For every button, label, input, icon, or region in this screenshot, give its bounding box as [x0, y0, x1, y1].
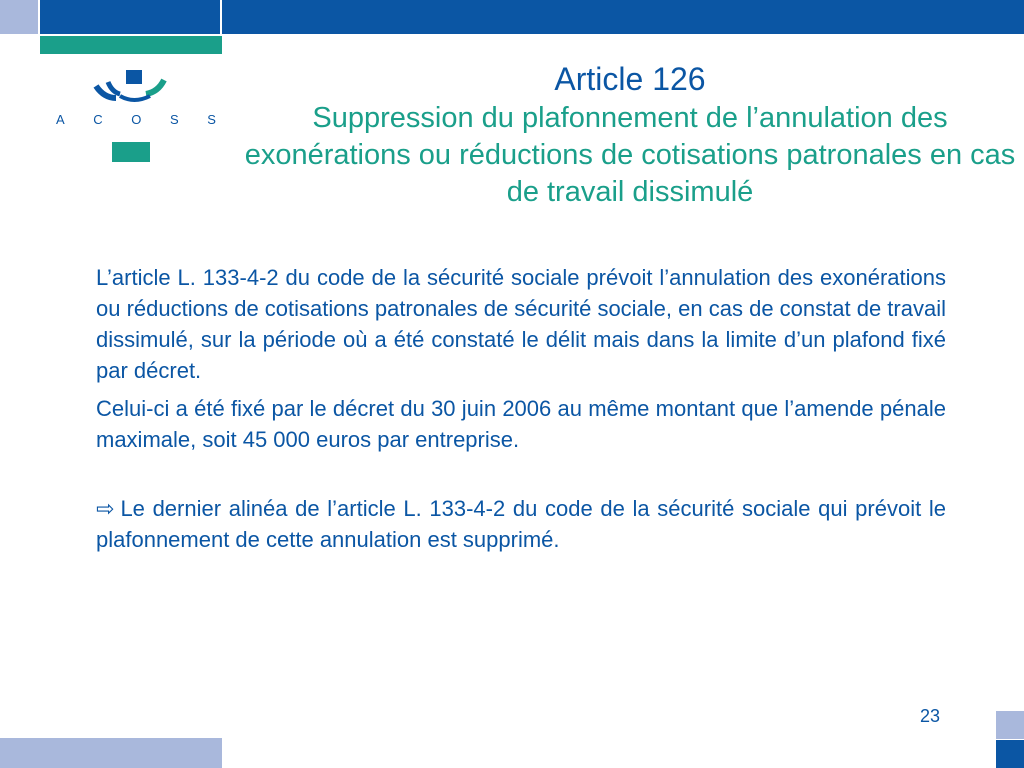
- logo-letter: O: [131, 112, 142, 127]
- decor-square-top-left: [0, 0, 38, 34]
- decor-band-top: [222, 0, 1024, 34]
- decor-logo-green-square: [112, 142, 150, 162]
- slide-subtitle: Suppression du plafonnement de l’annulation des exonérations ou réductions de cotisations patronales en cas de travail dissimulé: [244, 102, 1016, 208]
- logo-letter: S: [170, 112, 179, 127]
- slide-title: Article 126: [554, 61, 706, 97]
- logo-letter: S: [207, 112, 216, 127]
- title-block: [240, 60, 1020, 211]
- decor-band-green: [40, 36, 222, 54]
- decor-square-bottom-right-light: [996, 711, 1024, 739]
- conclusion-text: Le dernier alinéa de l’article L. 133-4-2 du code de la sécurité sociale qui prévoit le plafonnement de cette annulation est supprimé.: [96, 496, 946, 552]
- body-conclusion: [96, 493, 946, 555]
- body-paragraph-2: Celui-ci a été fixé par le décret du 30 juin 2006 au même montant que l’amende pénale maximale, soit 45 000 euros par entreprise.: [96, 396, 946, 452]
- body-paragraph-1: L’article L. 133-4-2 du code de la sécurité sociale prévoit l’annulation des exonérations ou réductions de cotisations patronales de sécurité sociale, en cas de constat de travail dissimulé, sur la période où a été constaté le délit mais dans la limite d’un plafond fixé par décret.: [96, 265, 946, 383]
- logo-letters: [56, 112, 216, 127]
- decor-band-top-left: [40, 0, 220, 34]
- decor-band-bottom: [0, 738, 222, 768]
- decor-square-bottom-right-blue: [996, 740, 1024, 768]
- logo-letter: A: [56, 112, 65, 127]
- page-number: 23: [919, 706, 940, 726]
- slide-body: [96, 262, 946, 562]
- logo-letter: C: [93, 112, 103, 127]
- right-arrow-icon: ⇨: [96, 496, 115, 521]
